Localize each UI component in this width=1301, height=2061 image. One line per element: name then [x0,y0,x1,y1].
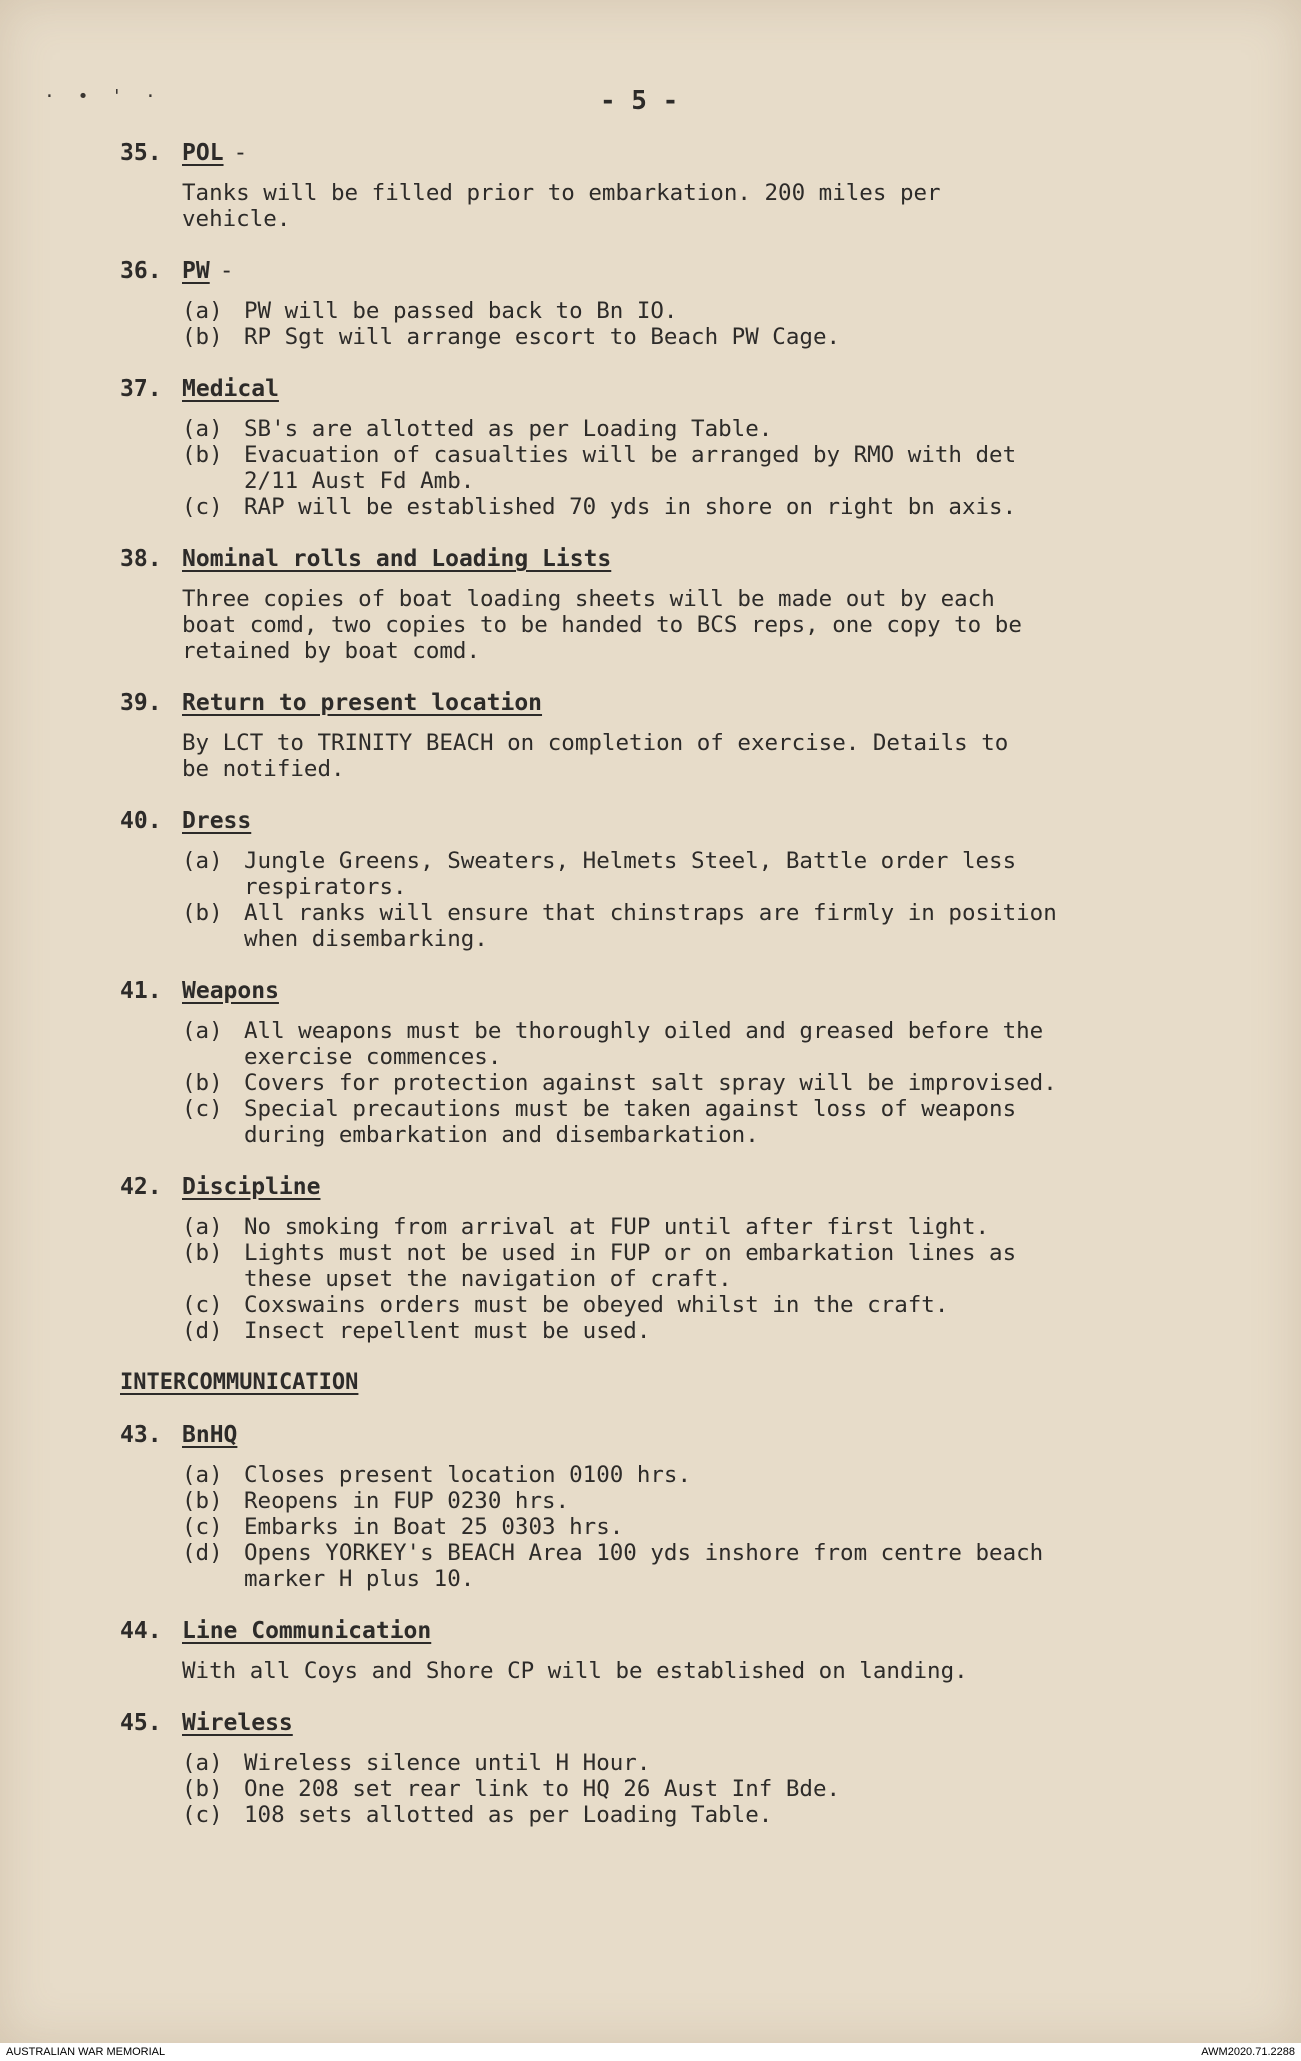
list-item [120,1214,1200,1240]
section-39 [120,690,1200,782]
document-body [120,140,1200,1854]
section-items [120,1214,1200,1344]
section-heading [120,978,1200,1008]
section-heading [120,376,1200,406]
item-label: (c) [182,1514,223,1540]
list-item [120,1540,1200,1592]
section-44 [120,1618,1200,1684]
item-label: (c) [182,1292,223,1318]
item-text: All weapons must be thoroughly oiled and greased before the exercise commences. [244,1018,1044,1070]
section-heading [120,546,1200,576]
list-item [120,324,1200,350]
list-item [120,494,1200,520]
item-text: No smoking from arrival at FUP until after first light. [244,1214,990,1240]
item-label: (b) [182,1488,223,1514]
section-paragraph: Tanks will be filled prior to embarkation. 200 miles per vehicle. [182,180,941,232]
section-dash: - [219,258,234,284]
item-label: (d) [182,1318,223,1344]
item-text: PW will be passed back to Bn IO. [244,298,678,324]
item-label: (b) [182,900,223,926]
item-text: RAP will be established 70 yds in shore on right bn axis. [244,494,1017,520]
section-items [120,1750,1200,1828]
section-items [120,298,1200,350]
item-label: (c) [182,1802,223,1828]
footer-reference: AWM2020.71.2288 [1201,2046,1295,2058]
section-35 [120,140,1200,232]
item-text: RP Sgt will arrange escort to Beach PW Cage. [244,324,841,350]
item-label: (b) [182,324,223,350]
section-number: 43. [120,1422,162,1448]
section-number: 36. [120,258,162,284]
section-number: 45. [120,1710,162,1736]
section-number: 35. [120,140,162,166]
section-40 [120,808,1200,952]
item-label: (a) [182,848,223,874]
section-heading [120,1710,1200,1740]
section-38 [120,546,1200,664]
section-45 [120,1710,1200,1828]
item-label: (c) [182,1096,223,1122]
item-text: Special precautions must be taken against loss of weapons during embarkation and disembarkation. [244,1096,1017,1148]
section-title: Return to present location [182,690,543,716]
section-items [120,1018,1200,1148]
section-heading [120,808,1200,838]
list-item [120,1292,1200,1318]
page-number: - 5 - [600,86,679,116]
item-label: (a) [182,1018,223,1044]
section-title: Dress [182,808,252,834]
item-label: (b) [182,1776,223,1802]
section-items [120,416,1200,520]
section-title: Medical [182,376,279,402]
list-item [120,442,1200,494]
list-item [120,848,1200,900]
section-number: 40. [120,808,162,834]
section-42 [120,1174,1200,1344]
list-item [120,1488,1200,1514]
section-items [120,848,1200,952]
archive-footer [0,2043,1301,2061]
section-37 [120,376,1200,520]
item-text: Covers for protection against salt spray will be improvised. [244,1070,1057,1096]
footer-institution: AUSTRALIAN WAR MEMORIAL [6,2046,166,2058]
section-title: Nominal rolls and Loading Lists [182,546,612,572]
item-label: (a) [182,298,223,324]
item-label: (a) [182,1214,223,1240]
section-number: 37. [120,376,162,402]
item-text: One 208 set rear link to HQ 26 Aust Inf Bde. [244,1776,841,1802]
item-label: (c) [182,494,223,520]
item-text: SB's are allotted as per Loading Table. [244,416,773,442]
item-label: (b) [182,1240,223,1266]
section-heading [120,140,1200,170]
item-text: Embarks in Boat 25 0303 hrs. [244,1514,624,1540]
section-43 [120,1422,1200,1592]
list-item [120,1750,1200,1776]
item-text: Wireless silence until H Hour. [244,1750,651,1776]
section-items [120,1462,1200,1592]
section-heading [120,690,1200,720]
section-number: 44. [120,1618,162,1644]
list-item [120,900,1200,952]
section-heading [120,1422,1200,1452]
list-item [120,1776,1200,1802]
section-paragraph: With all Coys and Shore CP will be established on landing. [182,1658,968,1684]
list-item [120,416,1200,442]
section-41 [120,978,1200,1148]
section-title: POL [182,140,224,166]
item-label: (a) [182,416,223,442]
section-title: Wireless [182,1710,293,1736]
item-text: Opens YORKEY's BEACH Area 100 yds inshore from centre beach marker H plus 10. [244,1540,1044,1592]
intercommunication-heading: INTERCOMMUNICATION [120,1370,359,1395]
section-dash: - [233,140,248,166]
section-title: BnHQ [182,1422,238,1448]
section-number: 38. [120,546,162,572]
section-number: 42. [120,1174,162,1200]
list-item [120,1318,1200,1344]
list-item [120,1070,1200,1096]
section-title: Line Communication [182,1618,432,1644]
item-text: Closes present location 0100 hrs. [244,1462,692,1488]
section-heading [120,1174,1200,1204]
item-label: (b) [182,1070,223,1096]
item-text: Insect repellent must be used. [244,1318,651,1344]
list-item [120,1514,1200,1540]
item-label: (d) [182,1540,223,1566]
section-title: Weapons [182,978,279,1004]
list-item [120,1096,1200,1148]
section-number: 41. [120,978,162,1004]
list-item [120,298,1200,324]
section-36 [120,258,1200,350]
item-text: Jungle Greens, Sweaters, Helmets Steel, Battle order less respirators. [244,848,1017,900]
section-number: 39. [120,690,162,716]
section-heading [120,1618,1200,1648]
list-item [120,1240,1200,1292]
section-heading [120,258,1200,288]
item-text: 108 sets allotted as per Loading Table. [244,1802,773,1828]
margin-marks: · • ' · [44,86,162,107]
list-item [120,1802,1200,1828]
item-label: (b) [182,442,223,468]
section-paragraph: Three copies of boat loading sheets will be made out by each boat comd, two copies to be handed to BCS reps, one copy to be retained by boat comd. [182,586,1022,664]
list-item [120,1018,1200,1070]
section-paragraph: By LCT to TRINITY BEACH on completion of exercise. Details to be notified. [182,730,1009,782]
section-title: PW [182,258,210,284]
item-text: Lights must not be used in FUP or on embarkation lines as these upset the navigation of craft. [244,1240,1017,1292]
item-label: (a) [182,1462,223,1488]
item-text: All ranks will ensure that chinstraps are firmly in position when disembarking. [244,900,1057,952]
item-text: Reopens in FUP 0230 hrs. [244,1488,570,1514]
item-text: Coxswains orders must be obeyed whilst in the craft. [244,1292,949,1318]
item-label: (a) [182,1750,223,1776]
list-item [120,1462,1200,1488]
section-title: Discipline [182,1174,321,1200]
item-text: Evacuation of casualties will be arranged by RMO with det 2/11 Aust Fd Amb. [244,442,1017,494]
